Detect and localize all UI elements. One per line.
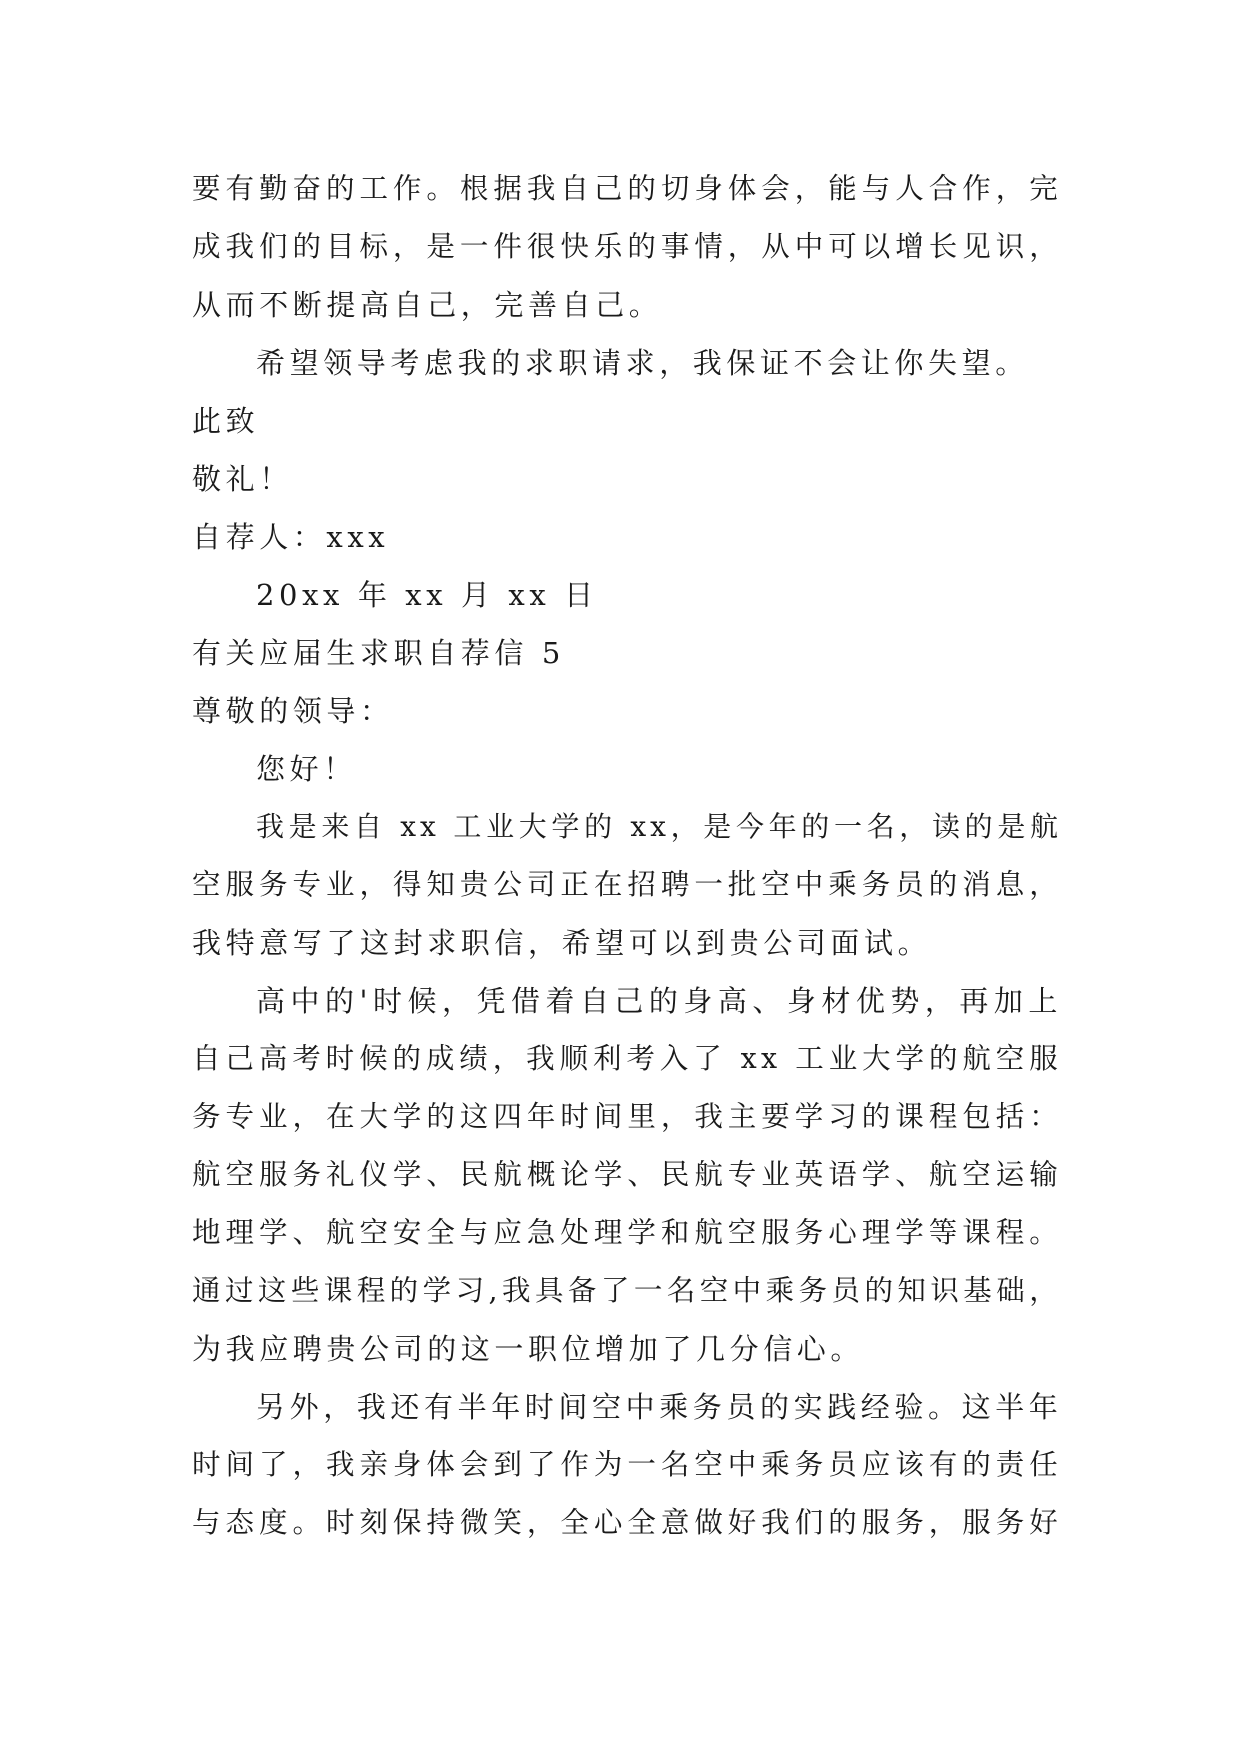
text-line: 有关应届生求职自荐信 5 — [192, 636, 565, 670]
text-line: 务专业，在大学的这四年时间里，我主要学习的课程包括： — [192, 1100, 1062, 1133]
text-line: 您好！ — [256, 752, 357, 786]
text-line: 通过这些课程的学习,我具备了一名空中乘务员的知识基础， — [192, 1274, 1062, 1307]
text-line: 为我应聘贵公司的这一职位增加了几分信心。 — [192, 1332, 865, 1366]
text-line: 我是来自 xx 工业大学的 xx，是今年的一名，读的是航 — [256, 810, 1062, 843]
text-line: 与态度。时刻保持微笑，全心全意做好我们的服务，服务好 — [192, 1506, 1062, 1539]
text-line: 20xx 年 xx 月 xx 日 — [256, 578, 598, 612]
text-line: 自荐人：xxx — [192, 520, 390, 554]
text-line: 从而不断提高自己，完善自己。 — [192, 288, 663, 322]
text-line: 时间了，我亲身体会到了作为一名空中乘务员应该有的责任 — [192, 1448, 1062, 1481]
text-line: 另外，我还有半年时间空中乘务员的实践经验。这半年 — [256, 1390, 1063, 1424]
text-line: 地理学、航空安全与应急处理学和航空服务心理学等课程。 — [192, 1216, 1062, 1249]
text-line: 高中的'时候，凭借着自己的身高、身材优势，再加上 — [256, 984, 1062, 1018]
text-line: 自己高考时候的成绩，我顺利考入了 xx 工业大学的航空服 — [192, 1042, 1062, 1075]
text-line: 我特意写了这封求职信，希望可以到贵公司面试。 — [192, 926, 932, 960]
text-line: 空服务专业，得知贵公司正在招聘一批空中乘务员的消息， — [192, 868, 1062, 901]
letter-body — [192, 160, 1062, 1552]
text-line: 此致 — [192, 404, 260, 438]
text-line: 要有勤奋的工作。根据我自己的切身体会，能与人合作，完 — [192, 172, 1062, 205]
text-line: 成我们的目标，是一件很快乐的事情，从中可以增长见识， — [192, 230, 1062, 263]
text-line: 希望领导考虑我的求职请求，我保证不会让你失望。 — [256, 346, 1029, 380]
text-line: 航空服务礼仪学、民航概论学、民航专业英语学、航空运输 — [192, 1158, 1062, 1191]
text-line: 尊敬的领导： — [192, 694, 394, 728]
text-line: 敬礼！ — [192, 462, 293, 496]
